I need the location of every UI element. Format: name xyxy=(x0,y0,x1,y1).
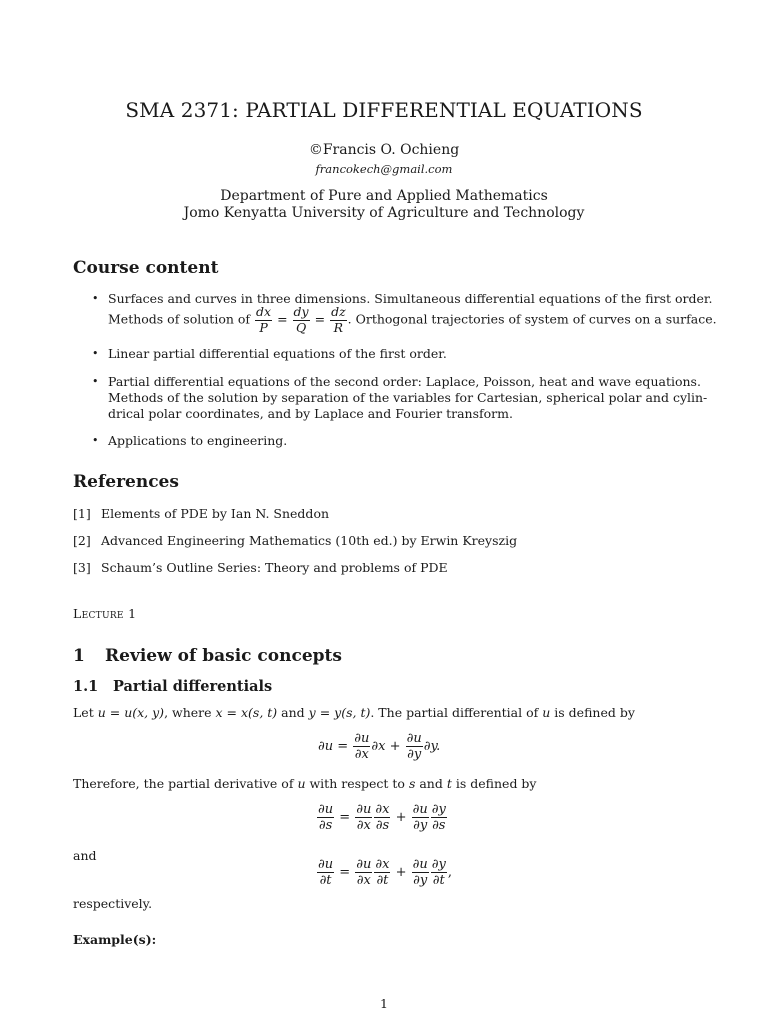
bullet1-line1: Surfaces and curves in three dimensions. Simultaneous differential equations of the first order. xyxy=(108,291,713,306)
subsection-title: Partial differentials xyxy=(113,678,273,695)
bullet3-line1: Partial differential equations of the second order: Laplace, Poisson, heat and wave equations. xyxy=(108,374,701,389)
example-heading: Example(s): xyxy=(73,932,157,947)
bullet4-text: Applications to engineering. xyxy=(108,433,288,448)
bullet1-line2: Methods of solution of $\frac{dx}{P}$ = $\frac{dy}{Q}$ = $\frac{dz}{R}$ . Orthogonal trajectories of system of curves on a surface. xyxy=(108,304,717,335)
respectively-text: respectively. xyxy=(73,896,153,911)
equation-partial-s: $\frac{\partial u}{\partial s}$ = $\frac{\partial u}{\partial x}$ $\frac{\partial x}{\partial s}$ + $\frac{\partial u}{\partial y}$ $\frac{\partial y}{\partial s}$ xyxy=(318,802,446,833)
document-title: SMA 2371: PARTIAL DIFFERENTIAL EQUATIONS xyxy=(125,98,643,122)
fraction-dz-over-R: $\frac{dz}{R}$ xyxy=(331,304,346,335)
paragraph-2: Therefore, the partial derivative of u with respect to s and t is defined by xyxy=(73,776,537,791)
university-line: Jomo Kenyatta University of Agriculture and Technology xyxy=(183,205,585,221)
reference-item: [2] Advanced Engineering Mathematics (10th ed.) by Erwin Kreyszig xyxy=(73,533,518,548)
bullet-marker: • xyxy=(92,375,99,388)
bullet3-line3: drical polar coordinates, and by Laplace and Fourier transform. xyxy=(108,406,513,421)
page-number: 1 xyxy=(380,996,388,1011)
section-number: 1 xyxy=(73,646,85,666)
bullet-marker: • xyxy=(92,434,99,447)
bullet1-line2-text-a: Methods of solution of xyxy=(108,311,251,327)
section-title: Review of basic concepts xyxy=(105,646,342,666)
equation-partial-t: $\frac{\partial u}{\partial t}$ = $\frac{\partial u}{\partial x}$ $\frac{\partial x}{\partial t}$ + $\frac{\partial u}{\partial y}$ $\frac{\partial y}{\partial t}$ , xyxy=(318,857,452,888)
equation-partial-differential: ∂u = $\frac{\partial u}{\partial x}$ ∂x + $\frac{\partial u}{\partial y}$ ∂y. xyxy=(318,731,441,762)
fraction-dx-over-P: $\frac{dx}{P}$ xyxy=(256,304,272,335)
lecture-label: Lecture 1 xyxy=(73,606,137,621)
paragraph-1: Let u = u(x, y), where x = x(s, t) and y = y(s, t). The partial differential of u is defined by xyxy=(73,705,635,720)
reference-item: [1] Elements of PDE by Ian N. Sneddon xyxy=(73,506,330,521)
subsection-number: 1.1 xyxy=(73,678,99,695)
author-email: francokech@gmail.com xyxy=(315,162,453,176)
subsection-heading xyxy=(73,678,272,695)
references-heading: References xyxy=(73,472,179,492)
bullet-marker: • xyxy=(92,292,99,305)
fraction-dy-over-Q: $\frac{dy}{Q}$ xyxy=(293,304,309,335)
section-heading xyxy=(73,646,342,666)
course-content-heading: Course content xyxy=(73,258,219,278)
bullet-marker: • xyxy=(92,347,99,360)
bullet1-line2-text-b: . Orthogonal trajectories of system of curves on a surface. xyxy=(347,311,717,327)
reference-item: [3] Schaum’s Outline Series: Theory and problems of PDE xyxy=(73,560,448,575)
and-text: and xyxy=(73,848,97,863)
department-line: Department of Pure and Applied Mathematics xyxy=(220,188,548,204)
author-line: ©Francis O. Ochieng xyxy=(308,142,460,158)
bullet2-text: Linear partial differential equations of the first order. xyxy=(108,346,447,361)
bullet3-line2: Methods of the solution by separation of the variables for Cartesian, spherical polar and cylin- xyxy=(108,390,708,405)
